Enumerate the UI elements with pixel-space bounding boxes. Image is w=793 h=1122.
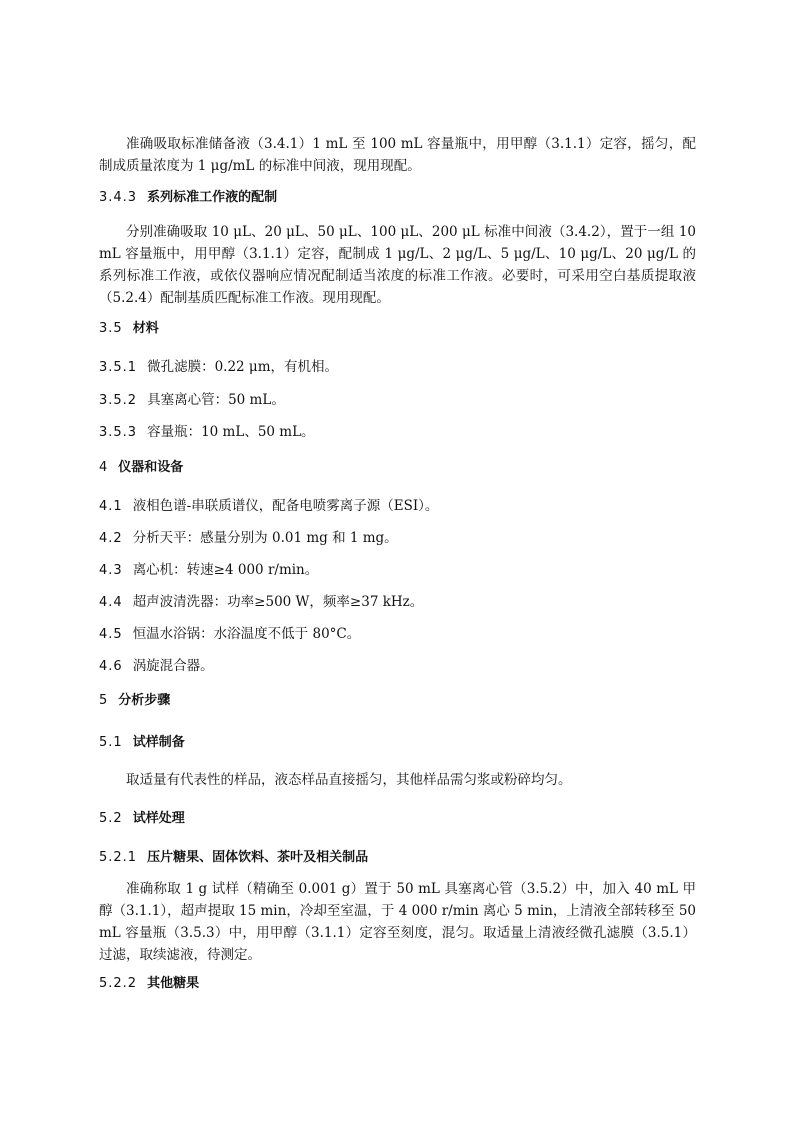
section-number: 5.1 [99,735,123,750]
list-item-3-5-2 [99,391,285,410]
section-heading-3-4-3 [99,189,277,207]
list-item-4-2 [99,529,398,548]
section-number: 3.5 [99,321,123,336]
item-number: 4.1 [99,499,123,514]
item-number: 3.5.2 [99,393,138,408]
section-number: 5.2.1 [99,850,138,865]
list-item-4-1 [99,497,438,516]
section-title: 其他糖果 [147,976,200,991]
list-item-4-5 [99,625,360,644]
item-text: 涡旋混合器。 [132,658,214,674]
paragraph-sample-treatment-procedure: 准确称取 1 g 试样（精确至 0.001 g）置于 50 mL 具塞离心管（3.5.2）中，加入 40 mL 甲醇（3.1.1），超声提取 15 min，冷却至室温，于 4 000 r/min 离心 5 min，上清液全部转移至 50 mL 容量瓶（3.5.3）中，用甲醇（3.1.1）定容至刻度，混匀。取适量上清液经微孔滤膜（3.5.1）过滤，取续滤液，待测定。 [99,881,696,963]
section-title: 仪器和设备 [118,460,184,475]
item-text: 分析天平：感量分别为 0.01 mg 和 1 mg。 [132,530,398,546]
section-title: 分析步骤 [118,693,171,708]
item-number: 3.5.1 [99,360,138,375]
section-heading-5-1 [99,734,185,752]
paragraph-standard-intermediate-solution: 准确吸取标准储备液（3.4.1）1 mL 至 100 mL 容量瓶中，用甲醇（3.1.1）定容，摇匀，配制成质量浓度为 1 μg/mL 的标准中间液，现用现配。 [99,136,696,174]
section-title: 压片糖果、固体饮料、茶叶及相关制品 [147,850,369,865]
list-item-4-6 [99,657,214,676]
section-heading-5 [99,692,170,710]
list-item-3-5-1 [99,358,338,377]
section-heading-5-2-2 [99,975,199,993]
section-heading-5-2-1 [99,849,368,867]
section-number: 5.2.2 [99,976,138,991]
item-number: 4.5 [99,627,123,642]
list-item-4-4 [99,593,423,612]
item-text: 液相色谱-串联质谱仪，配备电喷雾离子源（ESI）。 [132,498,439,514]
item-number: 4.4 [99,595,123,610]
item-text: 容量瓶：10 mL、50 mL。 [147,424,315,440]
item-text: 离心机：转速≥4 000 r/min。 [132,562,319,578]
section-heading-5-2 [99,810,185,828]
section-number: 5 [99,693,109,708]
list-item-3-5-3 [99,423,315,442]
section-title: 试样处理 [132,811,185,826]
section-heading-4 [99,459,183,477]
item-number: 4.2 [99,531,123,546]
item-text: 超声波清洗器：功率≥500 W，频率≥37 kHz。 [132,594,424,610]
section-title: 试样制备 [132,735,185,750]
section-title: 材料 [132,321,159,336]
item-text: 微孔滤膜：0.22 μm，有机相。 [147,359,339,375]
section-title: 系列标准工作液的配制 [147,190,278,205]
list-item-4-3 [99,561,318,580]
item-text: 恒温水浴锅：水浴温度不低于 80°C。 [132,626,361,642]
item-number: 4.6 [99,659,123,674]
section-heading-3-5 [99,320,159,338]
item-text: 具塞离心管：50 mL。 [147,392,285,408]
section-number: 3.4.3 [99,190,138,205]
item-number: 3.5.3 [99,425,138,440]
paragraph-working-solution: 分别准确吸取 10 μL、20 μL、50 μL、100 μL、200 μL 标准中间液（3.4.2），置于一组 10 mL 容量瓶中，用甲醇（3.1.1）定容，配制成 1 μg/L、2 μg/L、5 μg/L、10 μg/L、20 μg/L 的系列标准工作液，或依仪器响应情况配制适当浓度的标准工作液。必要时，可采用空白基质提取液（5.2.4）配制基质匹配标准工作液。现用现配。 [99,224,696,306]
section-number: 5.2 [99,811,123,826]
paragraph-sample-preparation: 取适量有代表性的样品，液态样品直接摇匀，其他样品需匀浆或粉碎均匀。 [126,772,572,788]
item-number: 4.3 [99,563,123,578]
section-number: 4 [99,460,109,475]
